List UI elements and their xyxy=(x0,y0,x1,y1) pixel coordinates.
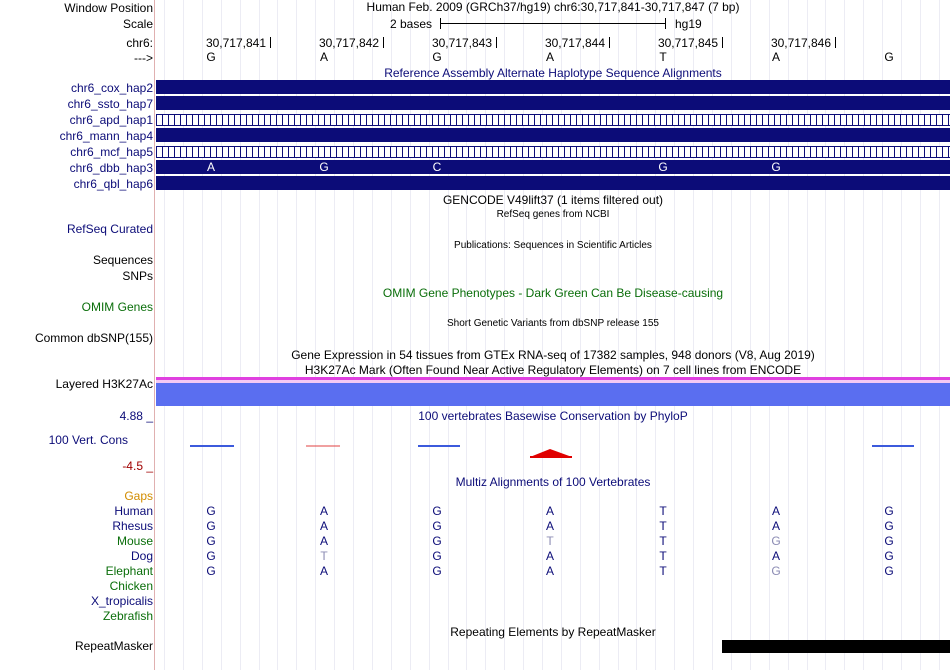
haplotype-base: A xyxy=(206,160,215,174)
position-tick-label: 30,717,842 xyxy=(318,36,379,50)
species-label[interactable]: X_tropicalis xyxy=(90,594,153,608)
window-position-label: Window Position xyxy=(64,1,153,15)
species-label[interactable]: Chicken xyxy=(109,579,153,593)
haplotype-alignment-bar[interactable] xyxy=(156,96,950,110)
species-base: A xyxy=(545,519,554,533)
species-base: G xyxy=(771,564,781,578)
species-base: G xyxy=(432,534,442,548)
species-base: G xyxy=(771,534,781,548)
species-base: A xyxy=(319,534,328,548)
species-base: A xyxy=(771,504,780,518)
gtex-title[interactable]: Gene Expression in 54 tissues from GTEx RNA-seq of 17382 samples, 948 donors (V8, Aug 2019) xyxy=(291,348,815,362)
scale-bar-left-tick xyxy=(440,18,441,29)
haplotype-label[interactable]: chr6_qbl_hap6 xyxy=(73,177,153,191)
species-base: G xyxy=(432,549,442,563)
scale-bar xyxy=(440,23,666,24)
species-base: A xyxy=(545,564,554,578)
species-base: T xyxy=(320,549,328,563)
omim-title[interactable]: OMIM Gene Phenotypes - Dark Green Can Be Disease-causing xyxy=(382,286,724,300)
haplotype-alignment-bar[interactable] xyxy=(156,176,950,190)
refseq-label[interactable]: RefSeq Curated xyxy=(66,222,153,236)
haplotype-label[interactable]: chr6_mann_hap4 xyxy=(59,129,153,143)
haplotype-label[interactable]: chr6_dbb_hap3 xyxy=(69,161,153,175)
reference-base: G xyxy=(884,50,894,64)
repeatmasker-label[interactable]: RepeatMasker xyxy=(74,639,153,653)
publications-title[interactable]: Publications: Sequences in Scientific Articles xyxy=(454,240,652,251)
phylop-graph[interactable] xyxy=(156,440,950,462)
h3k27ac-signal[interactable] xyxy=(156,383,950,406)
haplotype-base: C xyxy=(432,160,442,174)
strand-arrow-label: ---> xyxy=(134,51,153,65)
dbsnp-title[interactable]: Short Genetic Variants from dbSNP release 155 xyxy=(447,318,659,329)
haplotype-label[interactable]: chr6_ssto_hap7 xyxy=(67,97,153,111)
species-base: G xyxy=(206,519,216,533)
reference-base: A xyxy=(771,50,780,64)
position-tick xyxy=(496,37,497,48)
position-tick-label: 30,717,845 xyxy=(657,36,718,50)
species-base: A xyxy=(771,549,780,563)
species-base: G xyxy=(432,504,442,518)
reference-base: A xyxy=(545,50,554,64)
chrom-label: chr6: xyxy=(126,36,153,50)
alt-haplotype-title[interactable]: Reference Assembly Alternate Haplotype Sequence Alignments xyxy=(384,66,722,80)
position-tick-label: 30,717,843 xyxy=(431,36,492,50)
species-base: A xyxy=(771,519,780,533)
position-tick xyxy=(609,37,610,48)
reference-base: G xyxy=(206,50,216,64)
species-base: G xyxy=(884,549,894,563)
phylop-title[interactable]: 100 vertebrates Basewise Conservation by PhyloP xyxy=(418,409,688,423)
species-base: T xyxy=(659,504,667,518)
gencode-title[interactable]: GENCODE V49lift37 (1 items filtered out) xyxy=(442,193,664,207)
species-base: G xyxy=(206,504,216,518)
haplotype-label[interactable]: chr6_mcf_hap5 xyxy=(70,145,153,159)
snps-label[interactable]: SNPs xyxy=(122,269,153,283)
window-position-value: Human Feb. 2009 (GRCh37/hg19) chr6:30,717,841-30,717,847 (7 bp) xyxy=(366,0,740,14)
species-base: G xyxy=(432,519,442,533)
species-label[interactable]: Rhesus xyxy=(112,519,153,533)
multiz-title[interactable]: Multiz Alignments of 100 Vertebrates xyxy=(455,475,651,489)
haplotype-alignment-bar[interactable] xyxy=(156,128,950,142)
species-base: G xyxy=(884,519,894,533)
species-base: A xyxy=(545,549,554,563)
haplotype-label[interactable]: chr6_cox_hap2 xyxy=(70,81,153,95)
species-label[interactable]: Dog xyxy=(130,549,153,563)
gaps-label[interactable]: Gaps xyxy=(124,489,153,503)
dbsnp-label[interactable]: Common dbSNP(155) xyxy=(34,331,153,345)
species-base: T xyxy=(659,549,667,563)
position-tick xyxy=(835,37,836,48)
species-base: T xyxy=(659,564,667,578)
species-base: G xyxy=(884,564,894,578)
repeat-element[interactable] xyxy=(722,640,950,653)
haplotype-alignment-bar[interactable] xyxy=(156,146,950,158)
species-base: A xyxy=(319,564,328,578)
species-base: G xyxy=(432,564,442,578)
species-base: A xyxy=(319,504,328,518)
position-tick-label: 30,717,846 xyxy=(770,36,831,50)
species-label[interactable]: Mouse xyxy=(116,534,153,548)
reference-base: G xyxy=(432,50,442,64)
reference-base: A xyxy=(319,50,328,64)
position-tick-label: 30,717,844 xyxy=(544,36,605,50)
scale-value: 2 bases xyxy=(390,17,433,31)
position-tick xyxy=(270,37,271,48)
position-tick xyxy=(383,37,384,48)
label-divider xyxy=(154,0,155,670)
haplotype-alignment-bar[interactable] xyxy=(156,80,950,94)
assembly-label: hg19 xyxy=(675,17,702,31)
phylop-max: 4.88 _ xyxy=(119,409,153,423)
phylop-min: -4.5 _ xyxy=(122,459,153,473)
species-base: G xyxy=(206,549,216,563)
phylop-peak xyxy=(530,449,572,457)
haplotype-base: G xyxy=(771,160,781,174)
species-base: G xyxy=(206,564,216,578)
species-label[interactable]: Elephant xyxy=(105,564,153,578)
sequences-label[interactable]: Sequences xyxy=(92,253,153,267)
species-base: G xyxy=(884,504,894,518)
species-base: T xyxy=(659,519,667,533)
refseq-title[interactable]: RefSeq genes from NCBI xyxy=(496,209,610,220)
h3k27ac-title[interactable]: H3K27Ac Mark (Often Found Near Active Regulatory Elements) on 7 cell lines from ENCODE xyxy=(304,363,802,377)
species-base: T xyxy=(546,534,554,548)
position-tick xyxy=(722,37,723,48)
species-base: G xyxy=(884,534,894,548)
haplotype-base: G xyxy=(319,160,329,174)
species-label[interactable]: Zebrafish xyxy=(102,609,153,623)
scale-label: Scale xyxy=(122,17,153,31)
repeatmasker-title[interactable]: Repeating Elements by RepeatMasker xyxy=(450,625,656,639)
species-label[interactable]: Human xyxy=(114,504,153,518)
haplotype-alignment-bar[interactable] xyxy=(156,160,950,174)
species-base: A xyxy=(319,519,328,533)
species-base: A xyxy=(545,504,554,518)
omim-label[interactable]: OMIM Genes xyxy=(81,300,153,314)
scale-bar-right-tick xyxy=(665,18,666,29)
phylop-label[interactable]: 100 Vert. Cons xyxy=(48,433,128,447)
position-tick-label: 30,717,841 xyxy=(205,36,266,50)
species-base: T xyxy=(659,534,667,548)
h3k27ac-label[interactable]: Layered H3K27Ac xyxy=(55,377,153,391)
reference-base: T xyxy=(659,50,667,64)
species-base: G xyxy=(206,534,216,548)
haplotype-base: G xyxy=(658,160,668,174)
haplotype-label[interactable]: chr6_apd_hap1 xyxy=(69,113,153,127)
haplotype-alignment-bar[interactable] xyxy=(156,114,950,126)
